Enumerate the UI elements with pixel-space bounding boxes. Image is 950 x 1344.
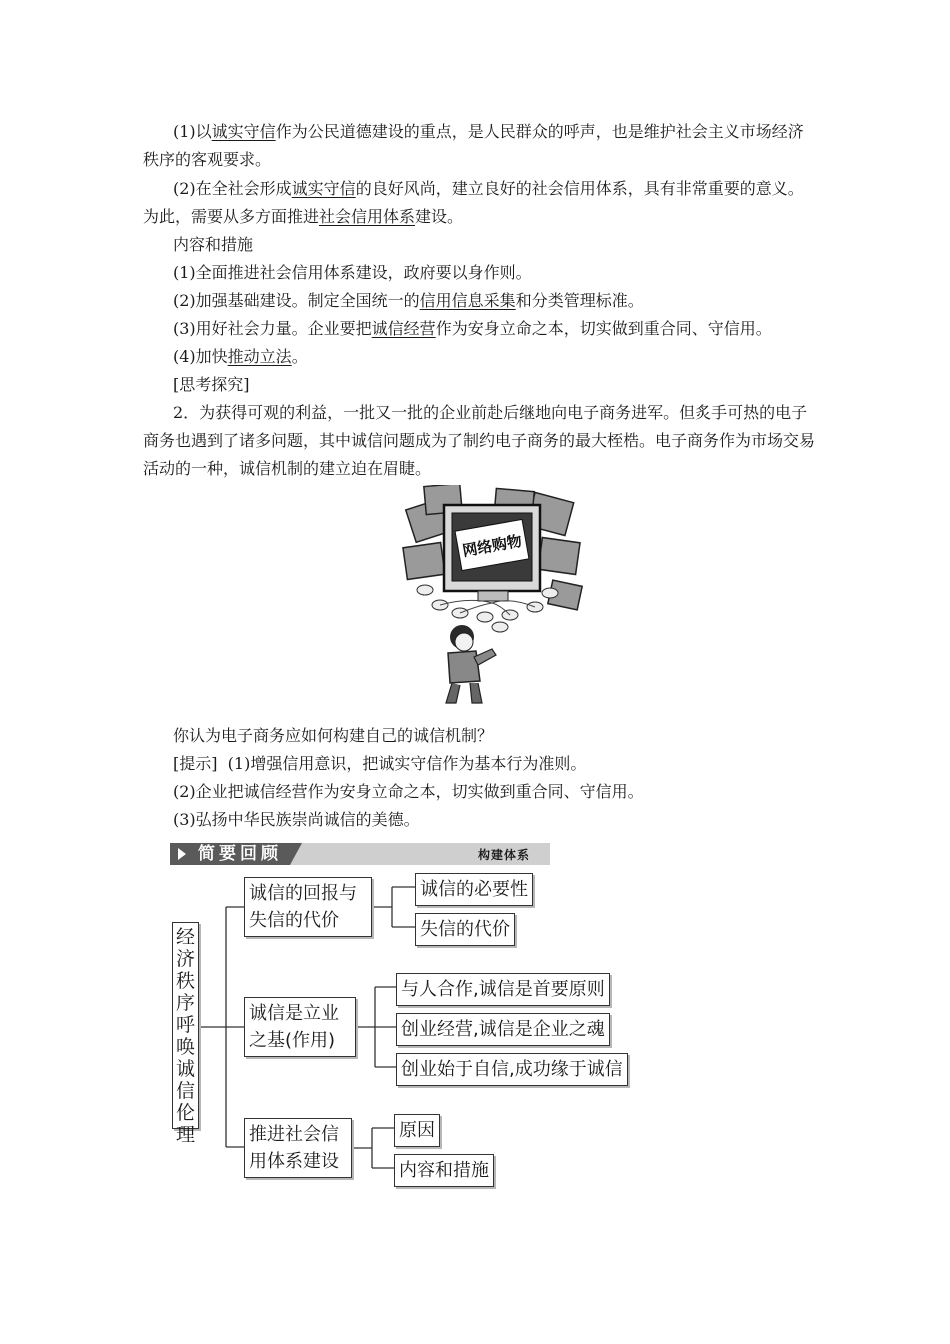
measure-3: (3)用好社会力量。企业要把诚信经营作为安身立命之本，切实做到重合同、守信用。 bbox=[173, 319, 772, 338]
leaf-node-3-2: 内容和措施 bbox=[394, 1154, 494, 1187]
leaf-node-3-1: 原因 bbox=[394, 1114, 440, 1147]
branch-node-3: 推进社会信用体系建设 bbox=[244, 1118, 352, 1178]
branch-node-1: 诚信的回报与失信的代价 bbox=[244, 877, 372, 937]
underlined-term: 诚实守信 bbox=[291, 179, 356, 198]
underlined-term: 诚信经营 bbox=[371, 319, 436, 338]
measures-heading: 内容和措施 bbox=[173, 235, 254, 254]
question-2-text: 2．为获得可观的利益，一批又一批的企业前赴后继地向电子商务进军。但炙手可热的电子商务也遇到了诸多问题，其中诚信问题成为了制约电子商务的最大桎梏。电子商务作为市场交易活动的一种，诚信机制的建立迫在眉睫。 bbox=[143, 403, 816, 478]
think-explore-label: [思考探究] bbox=[173, 375, 250, 394]
leaf-node-2-3: 创业始于自信,成功缘于诚信 bbox=[396, 1053, 628, 1086]
root-node: 经济秩序呼唤诚信伦理 bbox=[172, 922, 199, 1129]
question-text: 你认为电子商务应如何构建自己的诚信机制？ bbox=[173, 726, 494, 745]
measure-4: (4)加快推动立法。 bbox=[173, 347, 308, 366]
underlined-term: 社会信用体系 bbox=[319, 207, 416, 226]
paragraph-2: (2)在全社会形成诚实守信的良好风尚，建立良好的社会信用体系，具有非常重要的意义。为此，需要从多方面推进社会信用体系建设。 bbox=[143, 179, 804, 226]
screen-text: 网络购物 bbox=[461, 531, 524, 561]
hint-label: [提示] bbox=[173, 754, 218, 773]
branch-node-2: 诚信是立业之基(作用) bbox=[244, 997, 356, 1057]
leaf-node-1-2: 失信的代价 bbox=[415, 913, 515, 946]
leaf-node-2-1: 与人合作,诚信是首要原则 bbox=[396, 973, 610, 1006]
hint-3: (3)弘扬中华民族崇尚诚信的美德。 bbox=[173, 810, 420, 829]
underlined-term: 诚实守信 bbox=[211, 122, 276, 141]
paragraph-1: (1)以诚实守信作为公民道德建设的重点，是人民群众的呼声，也是维护社会主义市场经济秩序的客观要求。 bbox=[143, 122, 804, 169]
banner-title: 简要回顾 bbox=[198, 844, 282, 864]
underlined-term: 推动立法 bbox=[227, 347, 292, 366]
leaf-node-2-2: 创业经营,诚信是企业之魂 bbox=[396, 1013, 610, 1046]
hint-1: [提示] (1)增强信用意识，把诚实守信作为基本行为准则。 bbox=[173, 754, 587, 773]
hint-2: (2)企业把诚信经营作为安身立命之本，切实做到重合同、守信用。 bbox=[173, 782, 644, 801]
banner-right-label: 构建体系 bbox=[478, 848, 531, 862]
underlined-term: 信用信息采集 bbox=[419, 291, 516, 310]
leaf-node-1-1: 诚信的必要性 bbox=[415, 873, 533, 906]
measure-2: (2)加强基础建设。制定全国统一的信用信息采集和分类管理标准。 bbox=[173, 291, 644, 310]
measure-1: (1)全面推进社会信用体系建设，政府要以身作则。 bbox=[173, 263, 532, 282]
